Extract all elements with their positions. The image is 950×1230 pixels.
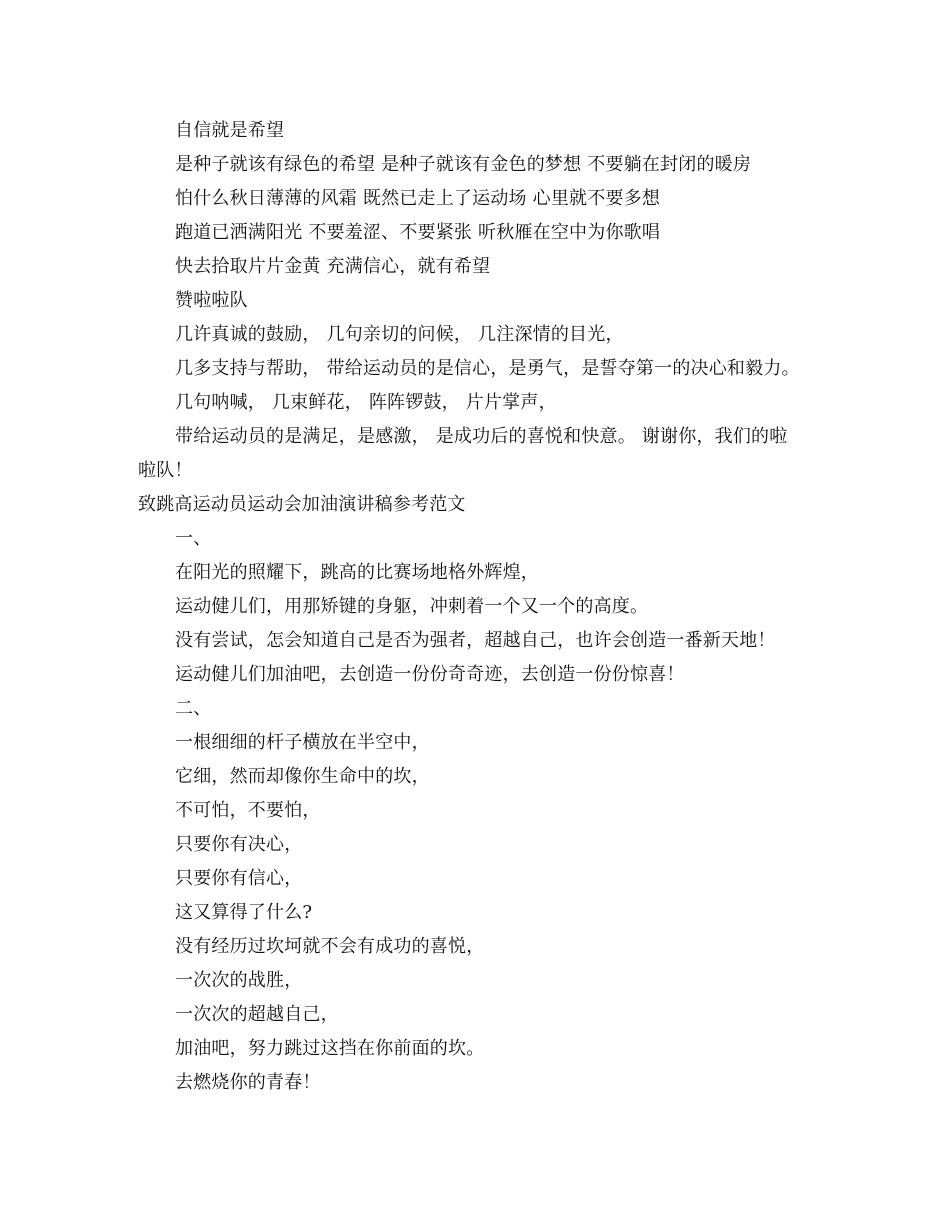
subsection-number-two: 二、 [175,698,212,719]
paragraph-line: 只要你有信心， [175,868,303,889]
paragraph-line: 没有尝试，怎会知道自己是否为强者，超越自己，也许会创造一番新天地！ [175,630,776,651]
paragraph-line: 几许真诚的鼓励， 几句亲切的问候， 几注深情的目光， [175,324,624,345]
paragraph-line: 跑道已洒满阳光 不要羞涩、不要紧张 听秋雁在空中为你歌唱 [175,222,661,243]
paragraph-line: 不可怕，不要怕， [175,800,321,821]
paragraph-line: 带给运动员的是满足，是感激， 是成功后的喜悦和快意。 谢谢你，我们的啦 [175,426,788,447]
paragraph-line: 只要你有决心， [175,834,303,855]
document-body [138,114,818,1100]
section-title-high-jump: 致跳高运动员运动会加油演讲稿参考范文 [138,494,466,515]
paragraph-line: 这又算得了什么? [175,902,313,923]
subsection-number-one: 一、 [175,528,212,549]
paragraph-line: 几句呐喊， 几束鲜花， 阵阵锣鼓， 片片掌声， [175,392,557,413]
paragraph-line: 运动健儿们，用那矫键的身躯，冲刺着一个又一个的高度。 [175,596,649,617]
paragraph-line: 在阳光的照耀下，跳高的比赛场地格外辉煌， [175,562,539,583]
paragraph-line: 运动健儿们加油吧，去创造一份份奇奇迹，去创造一份份惊喜！ [175,664,685,685]
paragraph-line: 一次次的战胜， [175,970,303,991]
paragraph-line: 没有经历过坎坷就不会有成功的喜悦， [175,936,485,957]
section-title-confidence: 自信就是希望 [175,120,285,141]
paragraph-line: 怕什么秋日薄薄的风霜 既然已走上了运动场 心里就不要多想 [175,188,661,209]
paragraph-line: 它细，然而却像你生命中的坎， [175,766,430,787]
paragraph-line: 去燃烧你的青春！ [175,1072,321,1093]
paragraph-line-continued: 啦队！ [138,460,193,481]
paragraph-line: 几多支持与帮助， 带给运动员的是信心，是勇气，是誓夺第一的决心和毅力。 [175,358,800,379]
paragraph-line: 一根细细的杆子横放在半空中， [175,732,430,753]
paragraph-line: 加油吧，努力跳过这挡在你前面的坎。 [175,1038,485,1059]
paragraph-line: 是种子就该有绿色的希望 是种子就该有金色的梦想 不要躺在封闭的暖房 [175,154,752,175]
paragraph-line: 一次次的超越自己， [175,1004,339,1025]
paragraph-line: 快去拾取片片金黄 充满信心，就有希望 [175,256,491,277]
section-title-cheerleaders: 赞啦啦队 [175,290,248,311]
